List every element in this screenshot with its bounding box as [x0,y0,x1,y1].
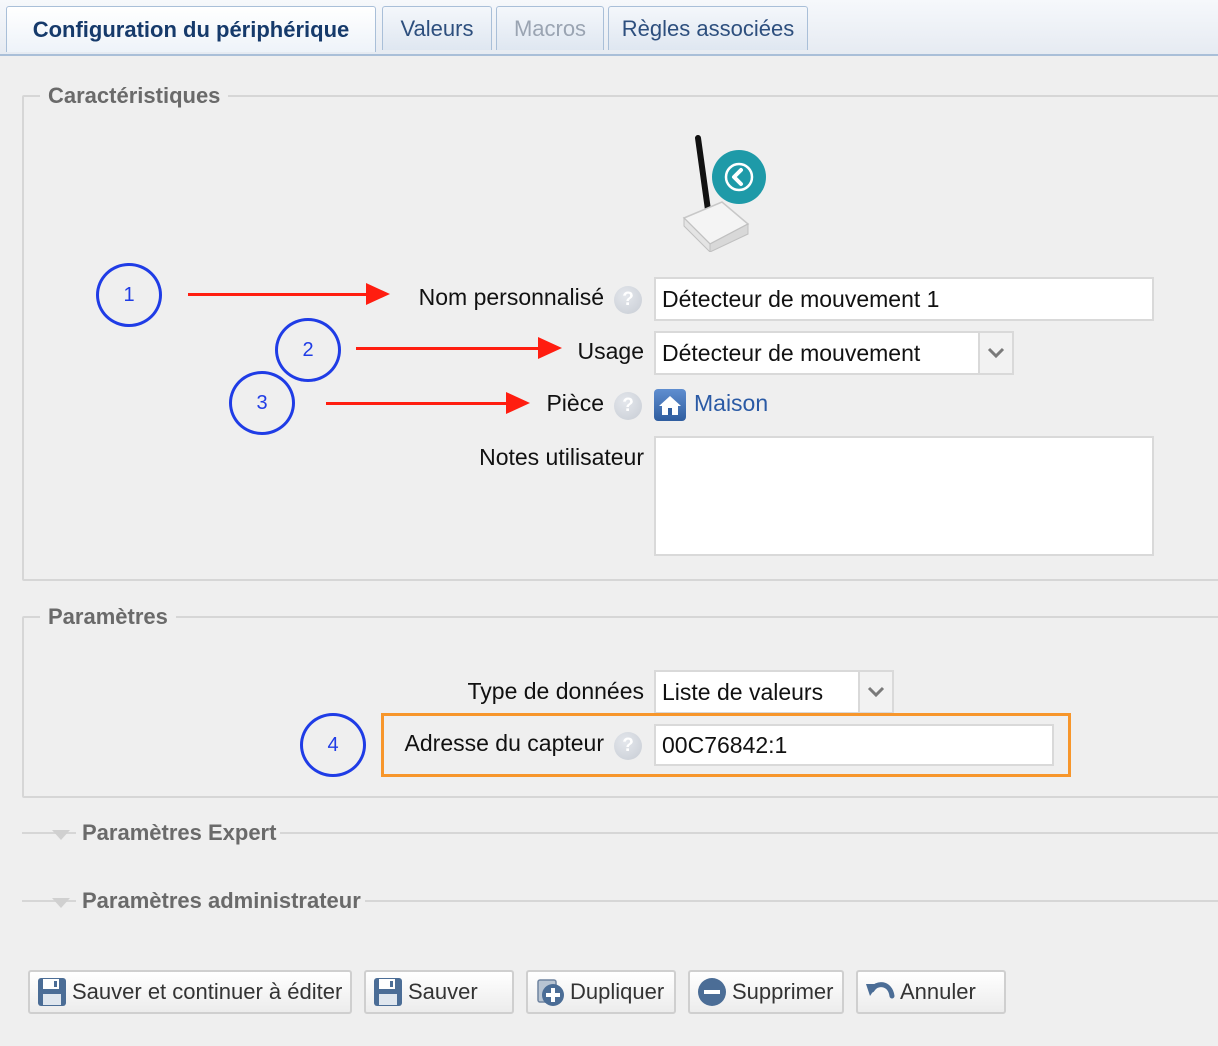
annotation-marker-3: 3 [229,371,295,435]
room-label: Pièce [546,390,604,416]
parameters-legend: Paramètres [40,604,176,630]
tab-bar [0,0,1218,56]
minus-circle-icon [696,976,728,1008]
tab-associated-rules[interactable]: Règles associées [608,6,808,50]
cancel-button[interactable] [856,970,1006,1014]
custom-name-field[interactable]: Détecteur de mouvement 1 [654,277,1154,321]
tab-macros[interactable]: Macros [496,6,604,50]
save-label: Sauver [408,979,478,1004]
add-copy-icon [534,976,566,1008]
save-button[interactable] [364,970,514,1014]
tab-device-configuration[interactable]: Configuration du périphérique [6,6,376,52]
annotation-marker-4: 4 [300,713,366,777]
data-type-select[interactable] [654,670,894,714]
sensor-address-label: Adresse du capteur [404,730,604,756]
usage-selected-value: Détecteur de mouvement [662,339,921,366]
sensor-address-field[interactable]: 00C76842:1 [654,724,1054,766]
chevron-down-icon[interactable] [52,830,70,840]
house-icon [654,389,686,421]
annotation-arrow-2 [356,347,540,350]
floppy-disk-icon [36,976,68,1008]
save-and-continue-label: Sauver et continuer à éditer [72,979,343,1004]
annotation-marker-1: 1 [96,263,162,327]
data-type-label: Type de données [467,678,644,704]
characteristics-legend: Caractéristiques [40,83,228,109]
usage-label: Usage [577,338,644,364]
chevron-down-icon[interactable] [52,898,70,908]
expert-parameters-toggle[interactable]: Paramètres Expert [76,820,280,846]
save-and-continue-button[interactable] [28,970,352,1014]
annotation-marker-2: 2 [275,318,341,382]
chevron-down-icon[interactable] [858,672,892,712]
help-icon[interactable]: ? [614,286,642,314]
undo-icon [864,976,896,1008]
admin-parameters-toggle[interactable]: Paramètres administrateur [76,888,365,914]
annotation-arrow-1 [188,293,368,296]
help-icon[interactable]: ? [614,392,642,420]
annotation-arrow-3 [326,402,508,405]
delete-button[interactable] [688,970,844,1014]
usage-select[interactable] [654,331,1014,375]
back-icon[interactable] [712,150,766,204]
room-link[interactable]: Maison [694,390,769,416]
chevron-down-icon[interactable] [978,333,1012,373]
custom-name-label: Nom personnalisé [418,284,604,310]
cancel-label: Annuler [900,979,976,1004]
user-notes-textarea[interactable] [654,436,1154,556]
tab-values[interactable]: Valeurs [382,6,492,50]
help-icon[interactable]: ? [614,732,642,760]
delete-label: Supprimer [732,979,834,1004]
duplicate-button[interactable] [526,970,676,1014]
data-type-selected-value: Liste de valeurs [662,678,824,705]
user-notes-label: Notes utilisateur [479,444,644,470]
duplicate-label: Dupliquer [570,979,665,1004]
floppy-disk-icon [372,976,404,1008]
